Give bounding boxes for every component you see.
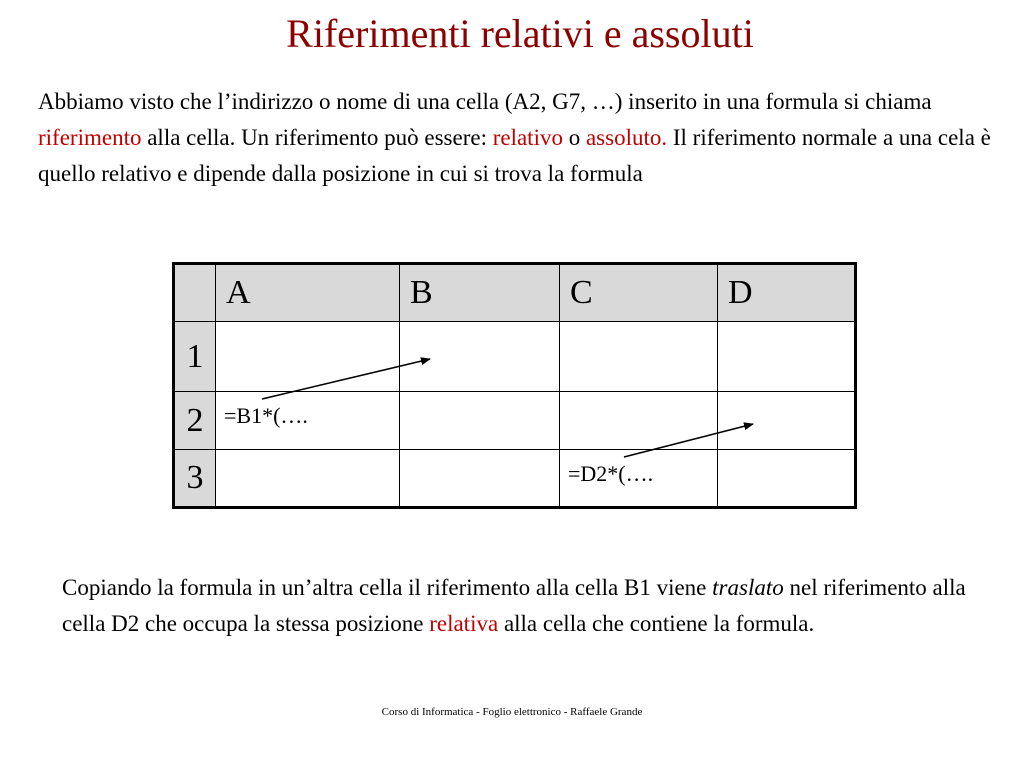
cell-d2 bbox=[718, 392, 856, 450]
grid-corner bbox=[174, 264, 216, 322]
intro-paragraph bbox=[38, 84, 998, 192]
slide-title: Riferimenti relativi e assoluti bbox=[286, 11, 754, 56]
term-assoluto: assoluto. bbox=[585, 125, 668, 150]
intro-text-2: alla cella. Un riferimento può essere: bbox=[141, 125, 493, 150]
cell-a1 bbox=[216, 322, 400, 392]
term-traslato: traslato bbox=[712, 575, 784, 600]
cell-d1 bbox=[718, 322, 856, 392]
intro-text-3: o bbox=[562, 125, 586, 150]
cell-a2: =B1*(…. bbox=[216, 392, 400, 450]
row-header-2: 2 bbox=[174, 392, 216, 450]
column-header-b: B bbox=[400, 264, 560, 322]
intro-text-1: Abbiamo visto che l’indirizzo o nome di una cella (A2, G7, …) inserito in una formula si chiama bbox=[38, 89, 932, 114]
column-header-a: A bbox=[216, 264, 400, 322]
cell-c2 bbox=[560, 392, 718, 450]
column-header-d: D bbox=[718, 264, 856, 322]
outro-paragraph bbox=[62, 570, 992, 642]
row-header-3: 3 bbox=[174, 450, 216, 508]
term-riferimento: riferimento bbox=[38, 125, 142, 150]
cell-a3 bbox=[216, 450, 400, 508]
term-relativa: relativa bbox=[429, 611, 499, 636]
slide-footer: Corso di Informatica - Foglio elettronico - Raffaele Grande bbox=[381, 706, 643, 718]
cell-b1 bbox=[400, 322, 560, 392]
outro-text-1: Copiando la formula in un’altra cella il riferimento alla cella B1 viene bbox=[62, 575, 713, 600]
term-relativo: relativo bbox=[492, 125, 563, 150]
outro-text-2: nel riferimento alla cella D2 che occupa la stessa posizione bbox=[62, 575, 966, 636]
row-header-1: 1 bbox=[174, 322, 216, 392]
column-header-c: C bbox=[560, 264, 718, 322]
spreadsheet-grid bbox=[172, 262, 857, 509]
outro-text-3: alla cella che contiene la formula. bbox=[498, 611, 815, 636]
cell-c3: =D2*(…. bbox=[560, 450, 718, 508]
intro-text-4: Il riferimento normale a una cela è quello relativo e dipende dalla posizione in cui si trova la formula bbox=[38, 125, 991, 186]
cell-d3 bbox=[718, 450, 856, 508]
cell-c1 bbox=[560, 322, 718, 392]
cell-b2 bbox=[400, 392, 560, 450]
cell-b3 bbox=[400, 450, 560, 508]
